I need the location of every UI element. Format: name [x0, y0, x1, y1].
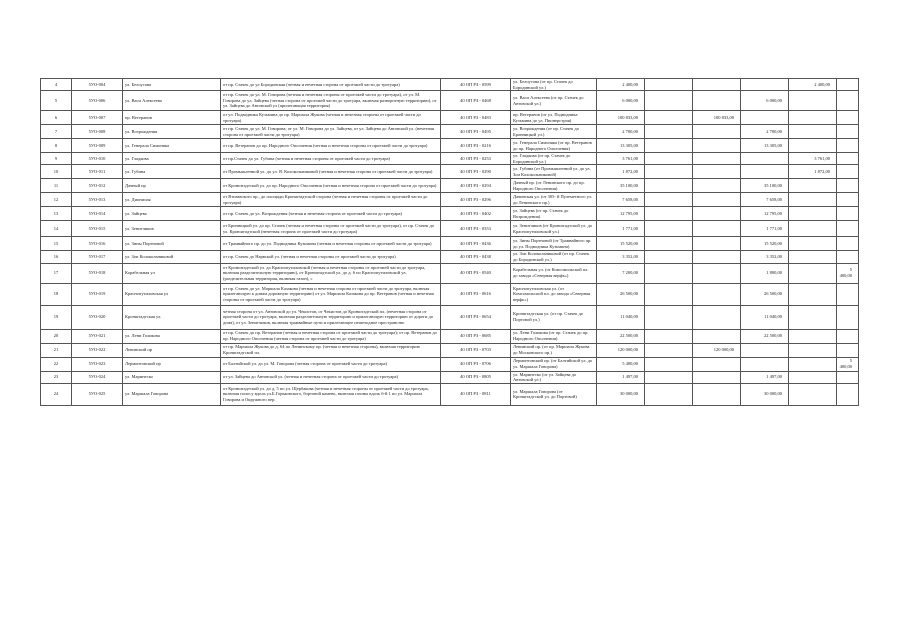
cell-code: 5УО-009 [72, 139, 123, 153]
cell-number: 23 [41, 371, 72, 383]
cell-col-4: 2 400,00 [789, 79, 837, 91]
table-body [41, 79, 859, 406]
cell-street-name: ул. Зины Портновой [123, 237, 221, 251]
cell-description: четная сторона от ул. Автовской до ул. Чекистов, от Чекистов до Кронштадтской пл. (нечетная сторона от проезжей части до тротуара, включая разделительную территорию и прилегающую территорию от дороги до дома), от ул. Зенитчиков, включая трамвайные пути и прилегающее пешеходное пространство [221, 305, 441, 329]
cell-col-4 [789, 383, 837, 405]
cell-code: 5УО-007 [72, 111, 123, 125]
cell-number: 10 [41, 165, 72, 179]
cell-col-2 [693, 165, 741, 179]
cell-boundaries: ул. Маринеско (от ул. Зайцева до Автовской ул.) [511, 371, 597, 383]
cell-col-2 [693, 79, 741, 91]
cell-boundaries: ул. Зои Колокольниковой (от пр. Стачек до Бородинской ул.) [511, 251, 597, 263]
cell-code: 5УО-024 [72, 371, 123, 383]
cell-col-5 [837, 91, 859, 111]
cell-total: 11 040,00 [597, 305, 645, 329]
cell-col-4 [789, 283, 837, 305]
cell-code: 5УО-004 [72, 79, 123, 91]
cell-col-4 [789, 221, 837, 237]
cell-road-id: 40 ОП РЗ - 0353 [441, 221, 511, 237]
cell-col-1 [645, 263, 693, 283]
cell-number: 24 [41, 383, 72, 405]
cell-col-3: 1 800,00 [741, 263, 789, 283]
cell-col-1 [645, 165, 693, 179]
cell-total: 13 305,00 [597, 139, 645, 153]
cell-col-4 [789, 329, 837, 343]
cell-col-1 [645, 237, 693, 251]
cell-col-2 [693, 237, 741, 251]
cell-boundaries: Лермонтовский пр. (от Балтийской ул. до ул. Маршала Говорова) [511, 357, 597, 371]
cell-col-3 [741, 79, 789, 91]
works-table [40, 78, 859, 406]
cell-col-3: 2 700,00 [741, 125, 789, 139]
cell-col-5: 5 400,00 [837, 263, 859, 283]
cell-total: 6 000,00 [597, 91, 645, 111]
cell-boundaries: Дачный пр. (от Ленинского пр. до пр. Народного Ополчения) [511, 179, 597, 193]
cell-total: 26 500,00 [597, 283, 645, 305]
cell-description: от Кронштадтской ул. до д. 5 по ул. Щербакова (четная и нечетная стороны от проезжей части до тротуара, включая полосу вдоль ул.Б.Горьковского, бортовой камень, включая газоны вдоль б-й 1 по ул. Маршала Говорова и Окружного пер. [221, 383, 441, 405]
cell-boundaries: пр. Ветеранов (от ул. Подводника Кузьмина до ул. Пионерстроя) [511, 111, 597, 125]
cell-street-name: Лермонтовский пр [123, 357, 221, 371]
cell-number: 16 [41, 251, 72, 263]
cell-description: от пр. Стачек до ул. Возрождения (четная и нечетная сторона от проезжей части до тротуара) [221, 207, 441, 221]
cell-description: от Кронштадтской ул. до пр. Народного Ополчения (четная и нечетная сторона от проезжей части до тротуара) [221, 179, 441, 193]
cell-street-name: Кронштадтская ул. [123, 305, 221, 329]
cell-street-name: ул. Губина [123, 165, 221, 179]
cell-description: от пр. Стачек до ул. Маршала Казакова (четная и нечетная сторона от проезжей части до тротуара, включая прилегающую к домам дорожную территорию) от ул. Маршала Казакова до пр. Ветеранов (четная и нечетная стороны от проезжей части до тротуара) [221, 283, 441, 305]
cell-col-2 [693, 91, 741, 111]
cell-col-4 [789, 251, 837, 263]
cell-col-1 [645, 343, 693, 357]
table-row [41, 383, 859, 405]
cell-road-id: 40 ОП РЗ - 0294 [441, 179, 511, 193]
cell-col-3 [741, 111, 789, 125]
cell-street-name: ул. Возрождения [123, 125, 221, 139]
cell-street-name: ул. Маринеско [123, 371, 221, 383]
cell-road-id: 40 ОП РЗ - 0495 [441, 125, 511, 139]
cell-total: 2 400,00 [597, 79, 645, 91]
cell-code: 5УО-017 [72, 251, 123, 263]
cell-col-1 [645, 125, 693, 139]
cell-street-name: ул. Зенитчиков [123, 221, 221, 237]
cell-code: 5УО-014 [72, 207, 123, 221]
cell-col-3 [741, 357, 789, 371]
cell-code: 5УО-022 [72, 343, 123, 357]
cell-boundaries: ул. Зенитчиков (от Кронштадтской ул. до Краснопутиловской ул.) [511, 221, 597, 237]
cell-col-4: 3 761,00 [789, 153, 837, 165]
cell-col-2 [693, 329, 741, 343]
cell-description: от Трамвайного пр. до ул. Подводника Кузьмина (четная и нечетная стороны от проезжей части до тротуара) [221, 237, 441, 251]
cell-code: 5УО-013 [72, 193, 123, 207]
cell-total: 7 658,00 [597, 193, 645, 207]
cell-description: от пр. Стачек до пр. Ветеранов (четная и нечетная сторона от проезжей части до тротуара); от пр. Ветеранов до пр. Народного Ополчения (четная сторона от проезжей части до тротуара) [221, 329, 441, 343]
cell-col-5 [837, 237, 859, 251]
cell-col-2 [693, 125, 741, 139]
cell-boundaries: ул. Генерала Симоняка (от пр. Ветеранов до пр. Народного Ополчения) [511, 139, 597, 153]
cell-col-2: 100 833,00 [693, 111, 741, 125]
cell-street-name: Дачный пр [123, 179, 221, 193]
document-page [40, 78, 858, 406]
table-row [41, 283, 859, 305]
table-row [41, 263, 859, 283]
cell-code: 5УО-011 [72, 165, 123, 179]
cell-col-2 [693, 371, 741, 383]
cell-road-id: 40 ОП РЗ - 0703 [441, 343, 511, 357]
cell-col-1 [645, 371, 693, 383]
cell-total: 35 100,00 [597, 179, 645, 193]
cell-road-id: 40 ОП РЗ - 0616 [441, 283, 511, 305]
cell-code: 5УО-010 [72, 153, 123, 165]
cell-boundaries: Дачинская ул. (от 305- й Пулеметного ул. до Ленинского пр.) [511, 193, 597, 207]
cell-col-3 [741, 153, 789, 165]
table-row [41, 371, 859, 383]
cell-col-3: 35 100,00 [741, 179, 789, 193]
cell-road-id: 40 ОП РЗ - 0599 [441, 79, 511, 91]
cell-description: от пр. Стачек до ул Бородинская (четная и нечетная сторона от проезжей части до тротуара) [221, 79, 441, 91]
cell-total: 15 520,00 [597, 237, 645, 251]
cell-col-2 [693, 283, 741, 305]
cell-description: от пр.Стачек до ул. Губина (четная и нечетная стороны от проезжей части до тротуара) [221, 153, 441, 165]
cell-street-name: ул. Зои Колокольниковой [123, 251, 221, 263]
cell-col-4: 1 872,00 [789, 165, 837, 179]
cell-number: 21 [41, 343, 72, 357]
cell-col-5: 5 400,00 [837, 357, 859, 371]
cell-road-id: 40 ОП РЗ - 0436 [441, 237, 511, 251]
cell-boundaries: ул. Губина (от Промышленной ул. до ул. Зои Колокольниковой) [511, 165, 597, 179]
cell-boundaries: ул. Маршала Говорова (от Кронштадтской ул. до Портовой) [511, 383, 597, 405]
cell-road-id: 40 ОП РЗ - 0483 [441, 111, 511, 125]
cell-code: 5УО-021 [72, 329, 123, 343]
cell-road-id: 40 ОП РЗ - 0438 [441, 251, 511, 263]
cell-col-1 [645, 139, 693, 153]
table-row [41, 221, 859, 237]
cell-description: от пр. Стачек до ул. М. Говорова (четная и нечетная стороны от проезжей части до тротуара), от ул. М. Говорова до ул. Зайцева (четная сторона от проезжей части до тротуара, включая разворотную территорию), от ул. Зайцева до Автовской ул (прилегающая территория) [221, 91, 441, 111]
cell-description: от пр. Стачек до Нарвской ул. (четная и нечетная стороны от проезжей части до тротуара) [221, 251, 441, 263]
cell-road-id: 40 ОП РЗ - 0468 [441, 91, 511, 111]
cell-col-4 [789, 91, 837, 111]
cell-number: 13 [41, 207, 72, 221]
cell-col-5 [837, 125, 859, 139]
cell-col-5 [837, 179, 859, 193]
cell-road-id: 40 ОП РЗ - 0805 [441, 371, 511, 383]
cell-col-3: 15 520,00 [741, 237, 789, 251]
cell-col-4 [789, 193, 837, 207]
cell-col-5 [837, 383, 859, 405]
cell-description: от Втизавского пр., до площади Кронштадтской сторона (четная и нечетная стороны от проезжей части до тротуара) [221, 193, 441, 207]
cell-col-4 [789, 111, 837, 125]
cell-total: 2 700,00 [597, 125, 645, 139]
cell-col-2 [693, 193, 741, 207]
cell-code: 5УО-006 [72, 91, 123, 111]
cell-col-4 [789, 139, 837, 153]
table-row [41, 179, 859, 193]
cell-number: 5 [41, 91, 72, 111]
cell-col-2 [693, 383, 741, 405]
cell-col-1 [645, 207, 693, 221]
cell-col-5 [837, 305, 859, 329]
table-row [41, 237, 859, 251]
cell-street-name: ул. Белоусова [123, 79, 221, 91]
cell-code: 5УО-016 [72, 237, 123, 251]
cell-total: 30 000,00 [597, 383, 645, 405]
cell-total: 1 872,00 [597, 165, 645, 179]
cell-code: 5УО-008 [72, 125, 123, 139]
cell-description: от Промышленной ул. до ул. Я. Колокольниковой (четная и нечетная сторона от проезжей части до тротуара) [221, 165, 441, 179]
cell-road-id: 40 ОП РЗ - 0290 [441, 165, 511, 179]
cell-col-1 [645, 357, 693, 371]
cell-col-1 [645, 383, 693, 405]
cell-number: 15 [41, 237, 72, 251]
cell-col-2 [693, 207, 741, 221]
table-row [41, 357, 859, 371]
cell-street-name: ул. Маршала Говорова [123, 383, 221, 405]
cell-col-5 [837, 79, 859, 91]
cell-col-3: 13 305,00 [741, 139, 789, 153]
cell-number: 9 [41, 153, 72, 165]
cell-description: от пр. Стачек до ул. М. Говорова; от ул. М. Говорова до ул. Зайцева, от ул. Зайцева до Автовской ул. (нечетная сторона от проезжей части до тротуара) [221, 125, 441, 139]
cell-col-4 [789, 357, 837, 371]
cell-col-1 [645, 111, 693, 125]
cell-col-2 [693, 139, 741, 153]
cell-col-4 [789, 371, 837, 383]
cell-col-1 [645, 221, 693, 237]
cell-road-id: 40 ОП РЗ - 0540 [441, 263, 511, 283]
cell-col-4 [789, 179, 837, 193]
cell-total: 5 400,00 [597, 357, 645, 371]
cell-street-name: ул. Дионисия [123, 193, 221, 207]
cell-road-id: 40 ОП РЗ - 0216 [441, 139, 511, 153]
cell-number: 11 [41, 179, 72, 193]
cell-code: 5УО-019 [72, 283, 123, 305]
cell-col-5 [837, 153, 859, 165]
cell-description: от пр. Маршала Жукова до д. 64 по Ленинскому пр. (четная и нечетная стороны), включая территорию Кронштадтской пл. [221, 343, 441, 357]
cell-boundaries: Краснопутиловская ул. (от Комсомольской пл. до завода «Северная верфь») [511, 283, 597, 305]
cell-col-2: 120 000,00 [693, 343, 741, 357]
cell-col-5 [837, 165, 859, 179]
table-row [41, 111, 859, 125]
cell-number: 18 [41, 283, 72, 305]
cell-col-4 [789, 343, 837, 357]
cell-street-name: Корабельная ул [123, 263, 221, 283]
cell-total: 120 000,00 [597, 343, 645, 357]
cell-total: 1 771,00 [597, 221, 645, 237]
cell-total: 22 500,00 [597, 329, 645, 343]
cell-description: от Кронштадтской ул. до Краснопутиловской (четная и нечетная стороны от проезжей части до тротуара, включая разделительную территорию), от Кронштадтской ул. до д. 6 по Краснопутиловской ул. (разделительная территория, включая газон), с [221, 263, 441, 283]
cell-col-3: 26 500,00 [741, 283, 789, 305]
cell-number: 7 [41, 125, 72, 139]
cell-number: 19 [41, 305, 72, 329]
table-row [41, 251, 859, 263]
cell-col-5 [837, 251, 859, 263]
cell-col-2 [693, 179, 741, 193]
cell-description: от Бронницкой ул. до пр. Стачек (четная и нечетная стороны от проезжей части до тротуара), от пр. Стачек до ул. Кронштадтской (нечетная сторона от проезжей части до тротуара) [221, 221, 441, 237]
cell-col-3: 30 000,00 [741, 383, 789, 405]
cell-col-5 [837, 221, 859, 237]
cell-boundaries: ул. Зины Портновой (от Трамвайного пр. до ул. Подводника Кузьмина) [511, 237, 597, 251]
cell-col-3: 6 000,00 [741, 91, 789, 111]
cell-road-id: 40 ОП РЗ - 0654 [441, 305, 511, 329]
cell-total: 7 200,00 [597, 263, 645, 283]
cell-road-id: 40 ОП РЗ - 0811 [441, 383, 511, 405]
cell-col-2 [693, 357, 741, 371]
cell-code: 5УО-020 [72, 305, 123, 329]
cell-col-1 [645, 79, 693, 91]
cell-col-1 [645, 179, 693, 193]
table-row [41, 165, 859, 179]
cell-col-4 [789, 125, 837, 139]
cell-col-4 [789, 207, 837, 221]
cell-boundaries: ул. Лени Голикова (от пр. Стачек до пр. Народного Ополчения) [511, 329, 597, 343]
cell-street-name: ул. Генерала Симоняка [123, 139, 221, 153]
cell-col-5 [837, 207, 859, 221]
cell-description: от пр. Ветеранов до пр. Народного Ополчения (четная и нечетная стороны от проезжей части до тротуара) [221, 139, 441, 153]
table-row [41, 329, 859, 343]
cell-code: 5УО-018 [72, 263, 123, 283]
cell-col-3 [741, 165, 789, 179]
cell-col-4 [789, 305, 837, 329]
cell-boundaries: ул. Возрождения (от пр. Стачек до Бронницкой ул.) [511, 125, 597, 139]
table-row [41, 139, 859, 153]
cell-col-5 [837, 343, 859, 357]
cell-description: от ул. Подводника Кузьмина до пр. Маршала Жукова (четная и нечетная стороны от проезжей части до тротуара) [221, 111, 441, 125]
cell-col-4 [789, 237, 837, 251]
table-row [41, 193, 859, 207]
cell-total: 1 497,00 [597, 371, 645, 383]
table-row [41, 305, 859, 329]
cell-code: 5УО-012 [72, 179, 123, 193]
cell-boundaries: ул. Зайцева (от пр. Стачек до Возрождения) [511, 207, 597, 221]
cell-boundaries: ул. Васи Алексеева (от пр. Стачек до Автовской ул.) [511, 91, 597, 111]
cell-number: 20 [41, 329, 72, 343]
cell-road-id: 40 ОП РЗ - 0296 [441, 193, 511, 207]
cell-description: от Балтийской ул. до ул. М. Говорова (четная сторона от проезжей части до тротуара) [221, 357, 441, 371]
cell-boundaries: Ленинский пр. (от пр. Маршала Жукова до Московского пр.) [511, 343, 597, 357]
cell-total: 12 795,00 [597, 207, 645, 221]
cell-col-1 [645, 283, 693, 305]
cell-col-5 [837, 371, 859, 383]
cell-street-name: пр. Ветеранов [123, 111, 221, 125]
table-row [41, 207, 859, 221]
cell-col-1 [645, 193, 693, 207]
cell-col-2 [693, 251, 741, 263]
cell-street-name: ул. Гладкова [123, 153, 221, 165]
cell-col-5 [837, 139, 859, 153]
cell-total: 3 761,00 [597, 153, 645, 165]
cell-col-3: 12 795,00 [741, 207, 789, 221]
cell-col-5 [837, 111, 859, 125]
cell-street-name: ул. Лени Голикова [123, 329, 221, 343]
cell-col-4 [789, 263, 837, 283]
cell-road-id: 40 ОП РЗ - 0685 [441, 329, 511, 343]
cell-col-5 [837, 283, 859, 305]
cell-code: 5УО-025 [72, 383, 123, 405]
cell-total: 100 833,00 [597, 111, 645, 125]
cell-col-3: 22 500,00 [741, 329, 789, 343]
cell-col-2 [693, 305, 741, 329]
cell-col-2 [693, 263, 741, 283]
cell-col-3: 1 497,00 [741, 371, 789, 383]
cell-col-1 [645, 91, 693, 111]
cell-boundaries: Корабельная ул. (от Комсомольской пл. до завода «Северная верфь») [511, 263, 597, 283]
cell-boundaries: Кронштадтская ул. (от пр. Стачек до Портовой ул.) [511, 305, 597, 329]
cell-col-5 [837, 329, 859, 343]
table-row [41, 91, 859, 111]
cell-col-3: 11 040,00 [741, 305, 789, 329]
cell-code: 5УО-015 [72, 221, 123, 237]
cell-total: 3 352,00 [597, 251, 645, 263]
cell-col-1 [645, 153, 693, 165]
cell-road-id: 40 ОП РЗ - 0253 [441, 153, 511, 165]
cell-col-3 [741, 343, 789, 357]
cell-street-name: ул. Васи Алексеева [123, 91, 221, 111]
cell-number: 8 [41, 139, 72, 153]
cell-col-5 [837, 193, 859, 207]
table-row [41, 125, 859, 139]
cell-boundaries: ул. Белоусова (от пр. Стачек до Бородинской ул.) [511, 79, 597, 91]
cell-road-id: 40 ОП РЗ - 0402 [441, 207, 511, 221]
cell-description: от ул. Зайцева до Автовской ул. (четная и нечетная сторона от проезжей части до тротуара) [221, 371, 441, 383]
cell-street-name: ул. Зайцева [123, 207, 221, 221]
cell-number: 4 [41, 79, 72, 91]
cell-number: 12 [41, 193, 72, 207]
cell-col-3: 3 352,00 [741, 251, 789, 263]
cell-number: 22 [41, 357, 72, 371]
cell-street-name: Краснопутиловская ул [123, 283, 221, 305]
cell-col-2 [693, 221, 741, 237]
cell-col-1 [645, 305, 693, 329]
cell-number: 17 [41, 263, 72, 283]
cell-number: 6 [41, 111, 72, 125]
cell-road-id: 40 ОП РЗ - 0706 [441, 357, 511, 371]
cell-col-3: 7 658,00 [741, 193, 789, 207]
cell-code: 5УО-023 [72, 357, 123, 371]
cell-col-1 [645, 329, 693, 343]
table-row [41, 343, 859, 357]
cell-street-name: Ленинский пр [123, 343, 221, 357]
table-row [41, 79, 859, 91]
cell-col-2 [693, 153, 741, 165]
cell-col-1 [645, 251, 693, 263]
table-row [41, 153, 859, 165]
cell-number: 14 [41, 221, 72, 237]
cell-boundaries: ул. Гладкова (от пр. Стачек до Бородинской ул.) [511, 153, 597, 165]
cell-col-3: 1 771,00 [741, 221, 789, 237]
